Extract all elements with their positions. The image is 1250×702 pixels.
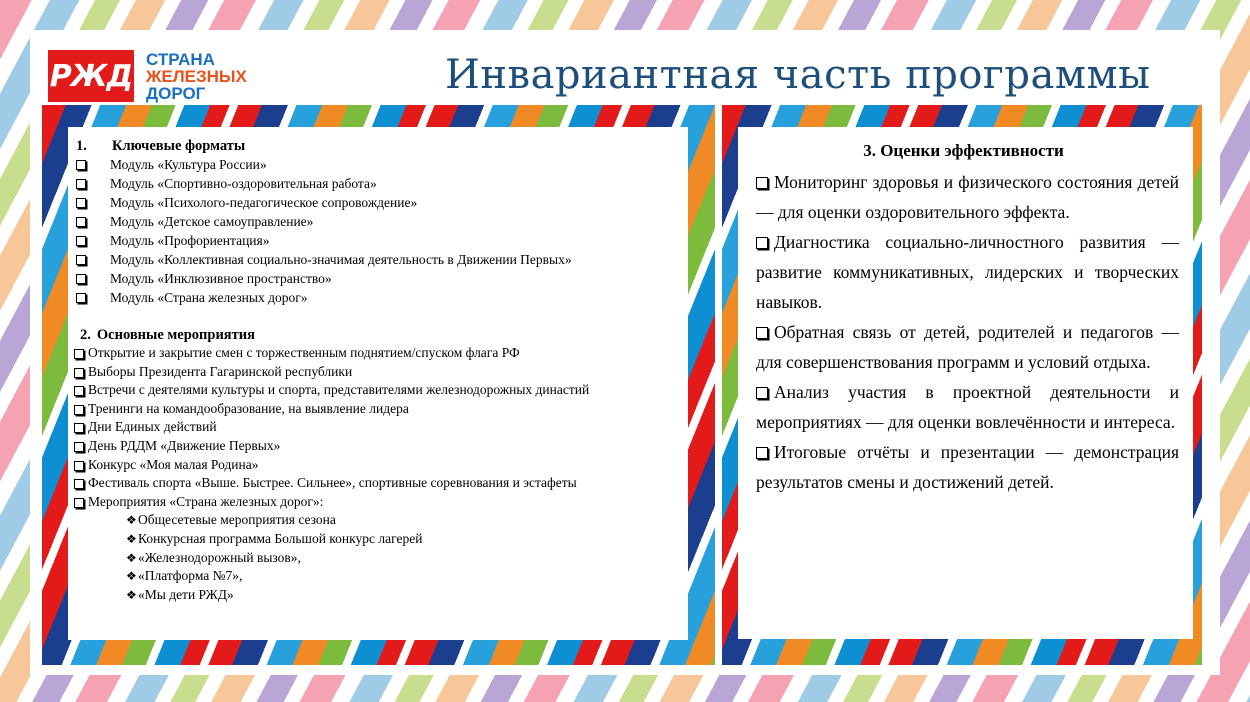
section-2-number: 2. [80,327,91,343]
checkbox-icon [74,368,84,378]
logo-line-2: ЖЕЛЕЗНЫХ [146,66,247,86]
checkbox-icon [74,423,84,433]
module-label: Модуль «Психолого-педагогическое сопровождение» [110,195,418,210]
module-item [74,250,680,269]
checkbox-icon [76,160,86,170]
checkbox-icon [756,387,768,399]
sub-item [74,567,680,586]
evaluation-item [756,227,1179,317]
module-label: Модуль «Профориентация» [110,233,270,248]
module-item [74,288,680,307]
checkbox-icon [74,479,84,489]
checkbox-icon [76,217,86,227]
checkbox-icon [74,386,84,396]
module-label: Модуль «Культура России» [110,157,267,172]
evaluation-text: Обратная связь от детей, родителей и педагогов — для совершенствования программ и условий отдыха. [756,322,1179,372]
module-item [74,174,680,193]
section-3-heading: 3. Оценки эффективности [863,141,1064,160]
checkbox-icon [74,349,84,359]
evaluation-item [756,437,1179,497]
event-item [74,456,680,475]
evaluation-item [756,377,1179,437]
right-panel [722,105,1202,665]
evaluation-item [756,317,1179,377]
section-1-title: Ключевые форматы [112,138,246,154]
checkbox-icon [756,177,768,189]
checkbox-icon [76,255,86,265]
logo-line-1: СТРАНА [146,49,215,69]
event-label: Встречи с деятелями культуры и спорта, представителями железнодорожных династий [88,382,590,398]
module-item [74,269,680,288]
checkbox-icon [756,447,768,459]
event-item [74,344,680,363]
checkbox-icon [76,274,86,284]
section-1-number: 1. [76,138,87,154]
module-label: Модуль «Страна железных дорог» [110,290,308,305]
event-item [74,418,680,437]
checkbox-icon [756,237,768,249]
rzd-logo [48,50,247,102]
event-item [74,437,680,456]
checkbox-icon [74,498,84,508]
section-2-title: Основные мероприятия [96,327,255,343]
evaluation-text: Мониторинг здоровья и физического состояния детей — для оценки оздоровительного эффекта. [756,172,1179,222]
sub-item-label: «Железнодорожный вызов», [138,549,301,565]
checkbox-icon [76,198,86,208]
section-1-heading [74,137,680,155]
left-card [68,127,688,640]
evaluation-item [756,167,1179,227]
diamond-bullet-icon: ❖ [126,531,137,546]
diamond-bullet-icon: ❖ [126,550,137,565]
module-item [74,212,680,231]
event-item [74,363,680,382]
sub-item-label: Конкурсная программа Большой конкурс лагерей [138,530,423,546]
event-label: Выборы Президента Гагаринской республики [88,363,353,379]
logo-text [146,51,247,102]
event-label: Открытие и закрытие смен с торжественным поднятием/спуском флага РФ [88,345,520,360]
sub-item-label: «Мы дети РЖД» [138,586,234,602]
sub-item [74,586,680,605]
diamond-bullet-icon: ❖ [126,513,137,528]
event-item [74,493,680,512]
sub-item-label: Общесетевые мероприятия сезона [138,512,336,528]
module-item [74,231,680,250]
event-label: День РДДМ «Движение Первых» [88,437,281,453]
logo-line-3: ДОРОГ [146,83,206,103]
checkbox-icon [756,327,768,339]
diamond-bullet-icon: ❖ [126,587,137,602]
section-2-heading [74,326,680,344]
module-label: Модуль «Коллективная социально-значимая деятельность в Движении Первых» [110,252,572,267]
slide [30,30,1220,675]
page-title: Инвариантная часть программы [445,52,1151,98]
checkbox-icon [76,293,86,303]
right-card [738,127,1193,639]
evaluation-text: Диагностика социально-личностного развития — развитие коммуникативных, лидерских и творческих навыков. [756,232,1179,312]
diamond-bullet-icon: ❖ [126,569,137,584]
event-label: Конкурс «Моя малая Родина» [88,456,259,472]
sub-item [74,549,680,568]
checkbox-icon [76,179,86,189]
checkbox-icon [74,442,84,452]
event-label: Дни Единых действий [88,419,217,435]
module-item [74,193,680,212]
module-label: Модуль «Инклюзивное пространство» [110,271,332,286]
left-panel [42,105,715,665]
sub-item [74,530,680,549]
event-label: Тренинги на командообразование, на выявление лидера [88,400,409,416]
rzd-logo-mark: РЖД [48,50,134,102]
event-item [74,381,680,400]
event-label: Мероприятия «Страна железных дорог»: [88,493,324,509]
evaluation-text: Анализ участия в проектной деятельности и мероприятиях — для оценки вовлечённости и интереса. [756,382,1179,432]
sub-item [74,511,680,530]
module-label: Модуль «Детское самоуправление» [110,214,314,229]
event-label: Фестиваль спорта «Выше. Быстрее. Сильнее», спортивные соревнования и эстафеты [88,475,577,491]
sub-item-label: «Платформа №7», [138,568,243,584]
event-item [74,400,680,419]
module-label: Модуль «Спортивно-оздоровительная работа» [110,176,377,191]
checkbox-icon [74,405,84,415]
checkbox-icon [74,461,84,471]
module-item [74,155,680,174]
evaluation-text: Итоговые отчёты и презентации — демонстрация результатов смены и достижений детей. [756,442,1179,492]
event-item [74,474,680,493]
checkbox-icon [76,236,86,246]
